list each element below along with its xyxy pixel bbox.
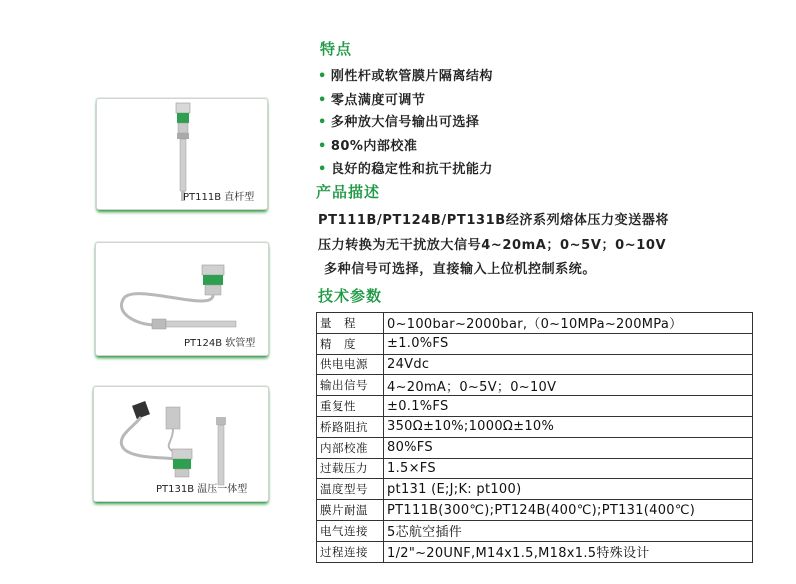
- table-row: [317, 333, 753, 354]
- spec-value: 0~100bar~2000bar,（0~10MPa~200MPa）: [384, 313, 753, 334]
- product-card-pt131b: [93, 386, 269, 502]
- spec-value: ±1.0%FS: [384, 333, 753, 354]
- description-line: 压力转换为无干扰放大信号4~20mA；0~5V；0~10V: [318, 238, 667, 253]
- feature-text: 多种放大信号输出可选择: [330, 115, 480, 130]
- spec-key: 电气连接: [317, 520, 384, 541]
- description-line: PT111B/PT124B/PT131B经济系列熔体压力变送器将: [318, 213, 670, 228]
- spec-value: 5芯航空插件: [384, 520, 753, 541]
- table-row: [317, 458, 753, 479]
- description-line: 多种信号可选择，直接输入上位机控制系统。: [324, 262, 597, 277]
- table-row: [317, 313, 753, 334]
- spec-key: 精 度: [317, 333, 384, 354]
- feature-item: [318, 135, 417, 154]
- feature-item: [318, 89, 425, 108]
- features-title: 特点: [320, 40, 353, 58]
- spec-value: ±0.1%FS: [384, 396, 753, 417]
- feature-item: [318, 65, 493, 84]
- spec-key: 供电电源: [317, 354, 384, 375]
- spec-key: 过载压力: [317, 458, 384, 479]
- table-row: [317, 479, 753, 500]
- product-card-pt124b: [95, 242, 269, 356]
- spec-key: 内部校准: [317, 437, 384, 458]
- bullet-icon: •: [318, 93, 327, 108]
- spec-value: 350Ω±10%;1000Ω±10%: [384, 416, 753, 437]
- table-row: [317, 396, 753, 417]
- spec-key: 输出信号: [317, 375, 384, 396]
- feature-text: 80%内部校准: [330, 139, 418, 154]
- spec-key: 过程连接: [317, 541, 384, 562]
- table-row: [317, 541, 753, 562]
- product-caption: PT124B 软管型: [184, 338, 256, 349]
- table-row: [317, 375, 753, 396]
- product-caption: PT131B 温压一体型: [156, 484, 248, 495]
- bullet-icon: •: [318, 115, 327, 130]
- spec-value: 1/2"~20UNF,M14x1.5,M18x1.5特殊设计: [384, 541, 753, 562]
- spec-key: 膜片耐温: [317, 500, 384, 521]
- table-row: [317, 354, 753, 375]
- specs-table: [316, 312, 753, 563]
- table-row: [317, 437, 753, 458]
- feature-item: [318, 158, 493, 177]
- spec-key: 温度型号: [317, 479, 384, 500]
- feature-text: 良好的稳定性和抗干扰能力: [330, 162, 493, 177]
- spec-value: pt131 (E;J;K: pt100): [384, 479, 753, 500]
- spec-value: 80%FS: [384, 437, 753, 458]
- description-title: 产品描述: [316, 183, 381, 201]
- table-row: [317, 520, 753, 541]
- table-row: [317, 416, 753, 437]
- table-row: [317, 500, 753, 521]
- spec-value: PT111B(300℃);PT124B(400℃);PT131(400℃): [384, 500, 753, 521]
- specs-title: 技术参数: [318, 287, 383, 305]
- product-caption: PT111B 直杆型: [183, 192, 255, 203]
- spec-value: 4~20mA；0~5V；0~10V: [384, 375, 753, 396]
- spec-key: 重复性: [317, 396, 384, 417]
- spec-value: 24Vdc: [384, 354, 753, 375]
- product-card-pt111b: [96, 98, 268, 210]
- feature-text: 刚性杆或软管膜片隔离结构: [330, 69, 493, 84]
- spec-value: 1.5×FS: [384, 458, 753, 479]
- feature-item: [318, 111, 479, 130]
- spec-key: 桥路阻抗: [317, 416, 384, 437]
- spec-key: 量 程: [317, 313, 384, 334]
- bullet-icon: •: [318, 139, 327, 154]
- feature-text: 零点满度可调节: [330, 93, 426, 108]
- bullet-icon: •: [318, 162, 327, 177]
- bullet-icon: •: [318, 69, 327, 84]
